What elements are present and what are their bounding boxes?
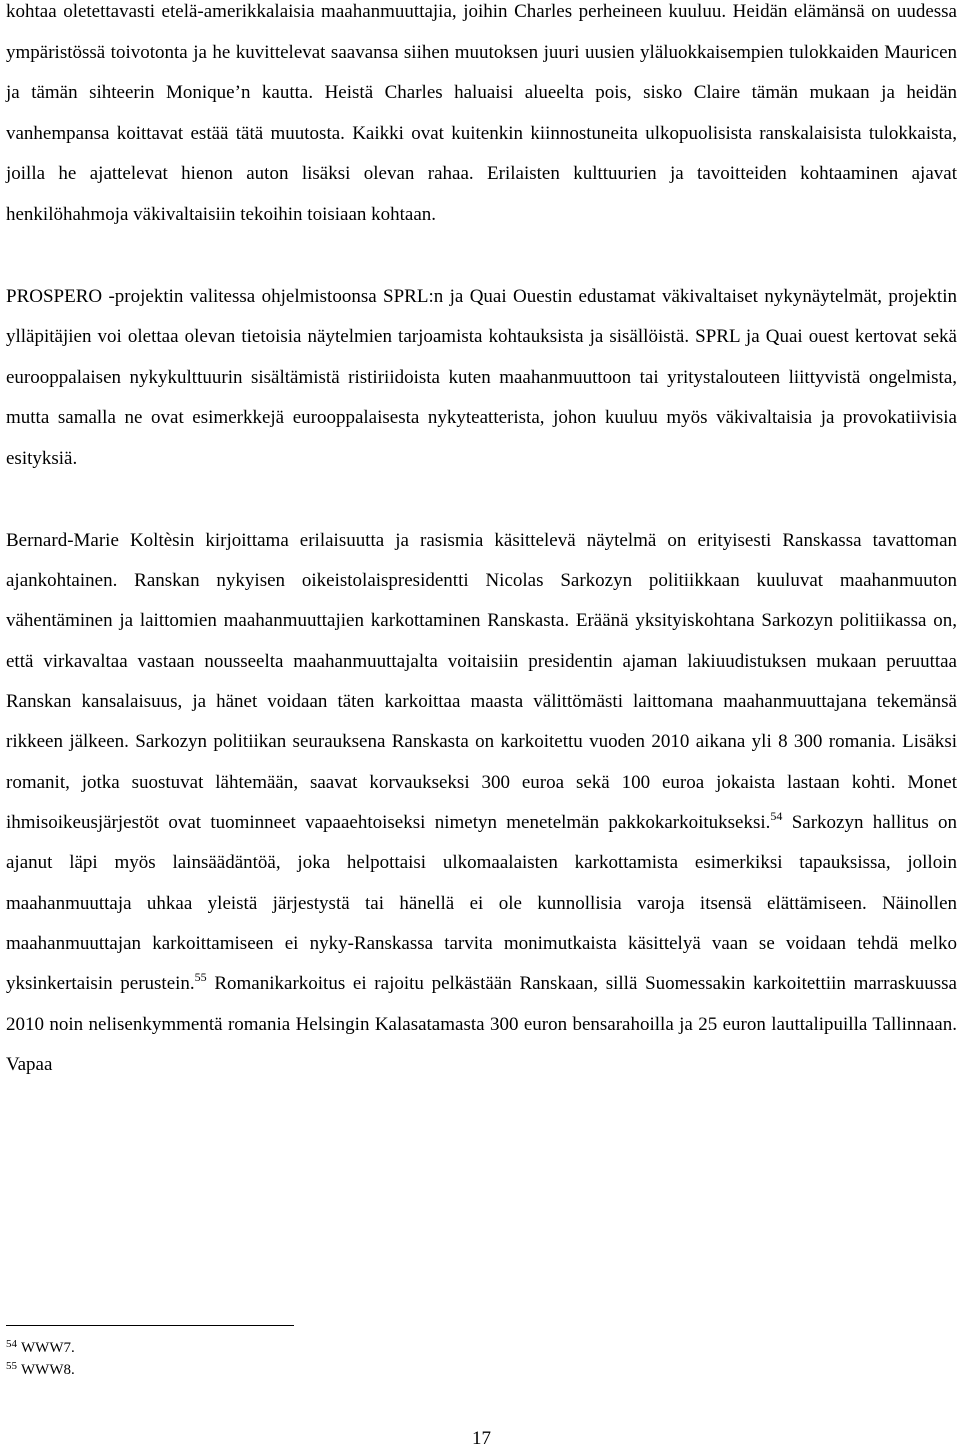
footnote-number: 54 [6,1338,17,1350]
paragraph-2-text: PROSPERO -projektin valitessa ohjelmistoonsa SPRL:n ja Quai Ouestin edustamat väkivaltaiset nykynäytelmät, projektin ylläpitäjien voi olettaa olevan tietoisia näytelmien tarjoamista kohtauksista ja sisällöistä. SPRL ja Quai ouest kertovat sekä eurooppalaisen nykykulttuurin sisältämistä ristiriidoista kuten maahanmuuttoon tai yritystalouteen liittyvistä ongelmista, mutta samalla ne ovat esimerkkejä eurooppalaisesta nykyteatterista, johon kuuluu myös väkivaltaisia ja provokatiivisia esityksiä. [6,285,957,469]
body-paragraph-3 [6,521,957,1086]
paragraph-3-text-part-3: Romanikarkoitus ei rajoitu pelkästään Ranskaan, sillä Suomessakin karkoitettiin marraskuussa 2010 noin nelisenkymmentä romania Helsingin Kalasatamasta 300 euron bensarahoilla ja 25 euron lauttalipuilla Tallinnaan. Vapaa [6,973,957,1075]
paragraph-1-text: kohtaa oletettavasti etelä-amerikkalaisia maahanmuuttajia, joihin Charles perheineen kuuluu. Heidän elämänsä on uudessa ympäristössä toivotonta ja he kuvittelevat saavansa siihen muutoksen juuri uusien yläluokkaisempien tulokkaiden Mauricen ja tämän sihteerin Monique’n kautta. Heistä Charles haluaisi alueelta pois, sisko Claire tämän mukaan ja heidän vanhempansa koittavat estää tätä muutosta. Kaikki ovat kuitenkin kiinnostuneita ulkopuolisista ranskalaisista tulokkaista, joilla he ajattelevat hienon auton lisäksi olevan rahaa. Erilaisten kulttuurien ja tavoitteiden kohtaaminen ajavat henkilöhahmoja väkivaltaisiin tekoihin toisiaan kohtaan. [6,1,957,225]
footnote-separator [6,1325,294,1326]
body-paragraph-1 [6,0,957,236]
paragraph-3-text-part-1: Bernard-Marie Koltèsin kirjoittama erilaisuutta ja rasismia käsittelevä näytelmä on erityisesti Ranskassa tavattoman ajankohtainen. Ranskan nykyisen oikeistolaispresidentti Nicolas Sarkozyn politiikkaan kuuluvat maahanmuuton vähentäminen ja laittomien maahanmuuttajien karkottaminen Ranskasta. Eräänä yksityiskohtana Sarkozyn politiikassa on, että virkavaltaa vastaan nousseelta maahanmuuttajalta voitaisiin presidentin ajaman lakiuudistuksen mukaan peruuttaa Ranskan kansalaisuus, ja hänet voidaan täten karkoittaa maasta välittömästi laittomana maahanmuuttajana tekemänsä rikkeen jälkeen. Sarkozyn politiikan seurauksena Ranskasta on karkoitettu vuoden 2010 aikana yli 8 300 romania. Lisäksi romanit, jotka suostuvat lähtemään, saavat korvaukseksi 300 euroa sekä 100 euroa jokaista lastaan kohti. Monet ihmisoikeusjärjestöt ovat tuominneet vapaaehtoiseksi nimetyn menetelmän pakkokarkoitukseksi. [6,529,957,833]
body-paragraph-2 [6,277,957,480]
page-number: 17 [472,1428,491,1449]
footnote-55 [6,1359,75,1381]
footnotes-section [6,1337,75,1381]
footnote-text: WWW8. [21,1362,75,1378]
footnote-reference-55[interactable]: 55 [194,970,207,985]
paragraph-3-text-part-2: Sarkozyn hallitus on ajanut läpi myös lainsäädäntöä, joka helpottaisi ulkomaalaisten karkottamista esimerkiksi tapauksissa, jolloin maahanmuuttaja uhkaa yleistä järjestystä tai hänellä ei ole kunnollisia varoja itsensä elättämiseen. Näinollen maahanmuuttajan karkoittamiseen ei nyky-Ranskassa tarvita monimutkaista käsittelyä vaan se voidaan tehdä melko yksinkertaisin perustein. [6,811,958,995]
footnote-number: 55 [6,1360,17,1372]
footnote-reference-54[interactable]: 54 [770,808,783,823]
footnote-text: WWW7. [21,1340,75,1356]
document-page [6,0,958,1449]
footnote-54 [6,1337,75,1359]
